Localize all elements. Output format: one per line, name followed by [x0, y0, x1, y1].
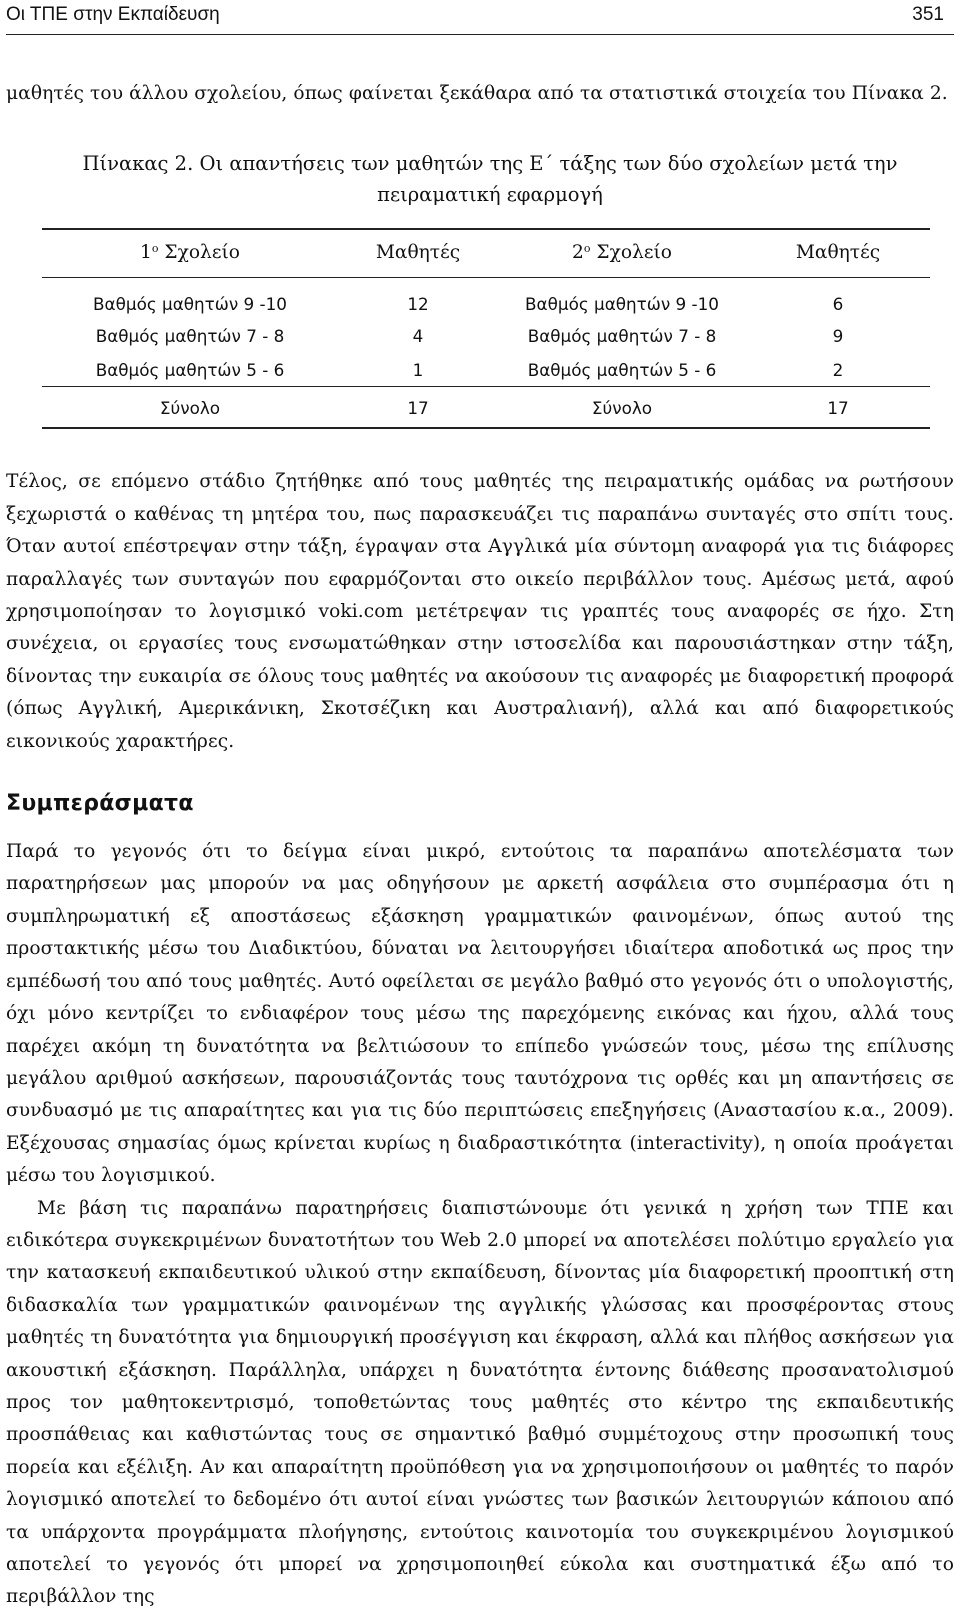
cell-grade-school-2: Βαθμός μαθητών 7 - 8: [527, 326, 717, 347]
table-row: [42, 353, 930, 387]
header-students-2: Μαθητές: [746, 229, 930, 278]
conclusions-paragraph-1: Παρά το γεγονός ότι το δείγμα είναι μικρό, εντούτοις τα παραπάνω αποτελέσματα των παρατηρήσεων μας μπορούν να μας οδηγήσουν με αρκετή ασφάλεια στο συμπέρασμα ότι η συμπληρωματική εξ αποστάσεως εξάσκηση γραμματικών φαινομένων, όπως αυτού της προστακτικής μέσω του Διαδικτύου, δύναται να λειτουργήσει ιδιαίτερα αποδοτικά ως προς την εμπέδωσή του από τους μαθητές. Αυτό οφείλεται σε μεγάλο βαθμό στο γεγονός ότι ο υπολογιστής, όχι μόνο κεντρίζει το ενδιαφέρον τους μέσω της παρεχόμενης εικόνας και ήχου, αλλά τους παρέχει ακόμη τη δυνατότητα να βελτιώσουν το επίπεδο γνώσεών τους, μέσω της επίλυσης μεγάλου αριθμού ασκήσεων, παρουσιάζοντάς τους ταυτόχρονα τις ορθές και μη απαντήσεις σε συνδυασμό με τις απαραίτητες και για τις δύο περιπτώσεις επεξηγήσεις (Αναστασίου κ.α., 2009). Εξέχουσας σημασίας όμως κρίνεται κυρίως η διαδραστικότητα (interactivity), η οποία προάγεται μέσω του λογισμικού.: [6, 841, 954, 1187]
conclusions-paragraph-2: Με βάση τις παραπάνω παρατηρήσεις διαπιστώνουμε ότι γενικά η χρήση των ΤΠΕ και ειδικότερα συγκεκριμένων δυνατοτήτων του Web 2.0 μπορεί να αποτελέσει πολύτιμο εργαλείο για την κατασκευή εκπαιδευτικού υλικού στην εκπαίδευση, δίνοντας μία διαφορετική προοπτική στη διδασκαλία των γραμματικών φαινομένων της αγγλικής γλώσσας και προσφέροντας στους μαθητές τη δυνατότητα για δημιουργική προσέγγιση και έκφραση, αλλά και πλήθος ασκήσεων για ακουστική εξάσκηση. Παράλληλα, υπάρχει η δυνατότητα έντονης διάθεσης προσανατολισμού προς τον μαθητοκεντρισμό, τοποθετώντας τους μαθητές στο κέντρο της εκπαιδευτικής προσπάθειας και καθιστώντας τους σε σημαντικό βαθμό συμμέτοχους στην προσωπική τους πορεία και εξέλιξη. Αν και απαραίτητη προϋπόθεση για να χρησιμοποιήσουν οι μαθητές το παρόν λογισμικό αποτελεί το δεδομένο ότι αυτοί είναι γνώστες των βασικών λειτουργιών κάποιου από τα υπάρχοντα προγράμματα πλοήγησης, εντούτοις καινοτομία του συγκεκριμένου λογισμικού αποτελεί το γεγονός ότι μπορεί να χρησιμοποιηθεί εύκολα και συστηματικά έξω από το περιβάλλον της: [6, 1197, 954, 1608]
after-table-paragraph: Τέλος, σε επόμενο στάδιο ζητήθηκε από τους μαθητές της πειραματικής ομάδας να ρωτήσουν ξεχωριστά ο καθένας τη μητέρα του, πως παρασκευάζει τις παραπάνω συνταγές στο σπίτι τους. Όταν αυτοί επέστρεψαν στην τάξη, έγραψαν στα Αγγλικά μία σύντομη αναφορά για τις διάφορες παραλλαγές των συνταγών που εφαρμόζονται στο οικείο περιβάλλον τους. Αμέσως μετά, αφού χρησιμοποίησαν το λογισμικό voki.com μετέτρεψαν τις γραπτές τους αναφορές σε ήχο. Στη συνέχεια, οι εργασίες τους ενσωματώθηκαν στην ιστοσελίδα και παρουσιάστηκαν στην τάξη, δίνοντας την ευκαιρία σε όλους τους μαθητές να ακούσουν τις αναφορές με διαφορετική προφορά (όπως Αγγλική, Αμερικάνικη, Σκοτσέζικη και Αυστραλιανή), αλλά και από διαφορετικούς εικονικούς χαρακτήρες.: [6, 471, 954, 752]
cell-count-school-2: 2: [832, 359, 844, 380]
header-school-1: $1^o$ Σχολείο: [42, 229, 338, 278]
cell-grade-school-2: Βαθμός μαθητών 9 -10: [525, 293, 719, 314]
cell-count-school-2: 6: [832, 293, 844, 314]
table-row: [42, 278, 930, 320]
cell-grade-school-1: Βαθμός μαθητών 9 -10: [93, 293, 287, 314]
header-students-1: Μαθητές: [338, 229, 498, 278]
total-value-school-1: 17: [338, 387, 498, 429]
cell-grade-school-1: Βαθμός μαθητών 5 - 6: [95, 359, 285, 380]
table-caption: [6, 148, 954, 210]
cell-count-school-1: 1: [412, 359, 424, 380]
header-school-2: $2^o$ Σχολείο: [498, 229, 746, 278]
running-header: [6, 0, 954, 35]
intro-paragraph: μαθητές του άλλου σχολείου, όπως φαίνεται ξεκάθαρα από τα στατιστικά στοιχεία του Πίνακα 2.: [6, 83, 948, 104]
total-label-school-2: Σύνολο: [498, 387, 746, 429]
total-label-school-1: Σύνολο: [42, 387, 338, 429]
table-caption-line-2: πειραματική εφαρμογή: [377, 183, 603, 207]
table-caption-line-1: Πίνακας 2. Οι απαντήσεις των μαθητών της Ε΄ τάξης των δύο σχολείων μετά την: [82, 152, 898, 176]
cell-count-school-1: 4: [412, 326, 424, 347]
cell-count-school-1: 12: [407, 293, 429, 314]
table-total-row: [42, 387, 930, 429]
table-header-row: [42, 229, 930, 278]
section-heading: Συμπεράσματα: [6, 791, 194, 817]
total-value-school-2: 17: [746, 387, 930, 429]
table-row: [42, 319, 930, 353]
results-table: [42, 228, 930, 429]
cell-grade-school-2: Βαθμός μαθητών 5 - 6: [527, 359, 717, 380]
cell-count-school-2: 9: [832, 326, 844, 347]
cell-grade-school-1: Βαθμός μαθητών 7 - 8: [95, 326, 285, 347]
page-number: 351: [912, 4, 944, 25]
running-title: Οι ΤΠΕ στην Εκπαίδευση: [6, 4, 220, 25]
